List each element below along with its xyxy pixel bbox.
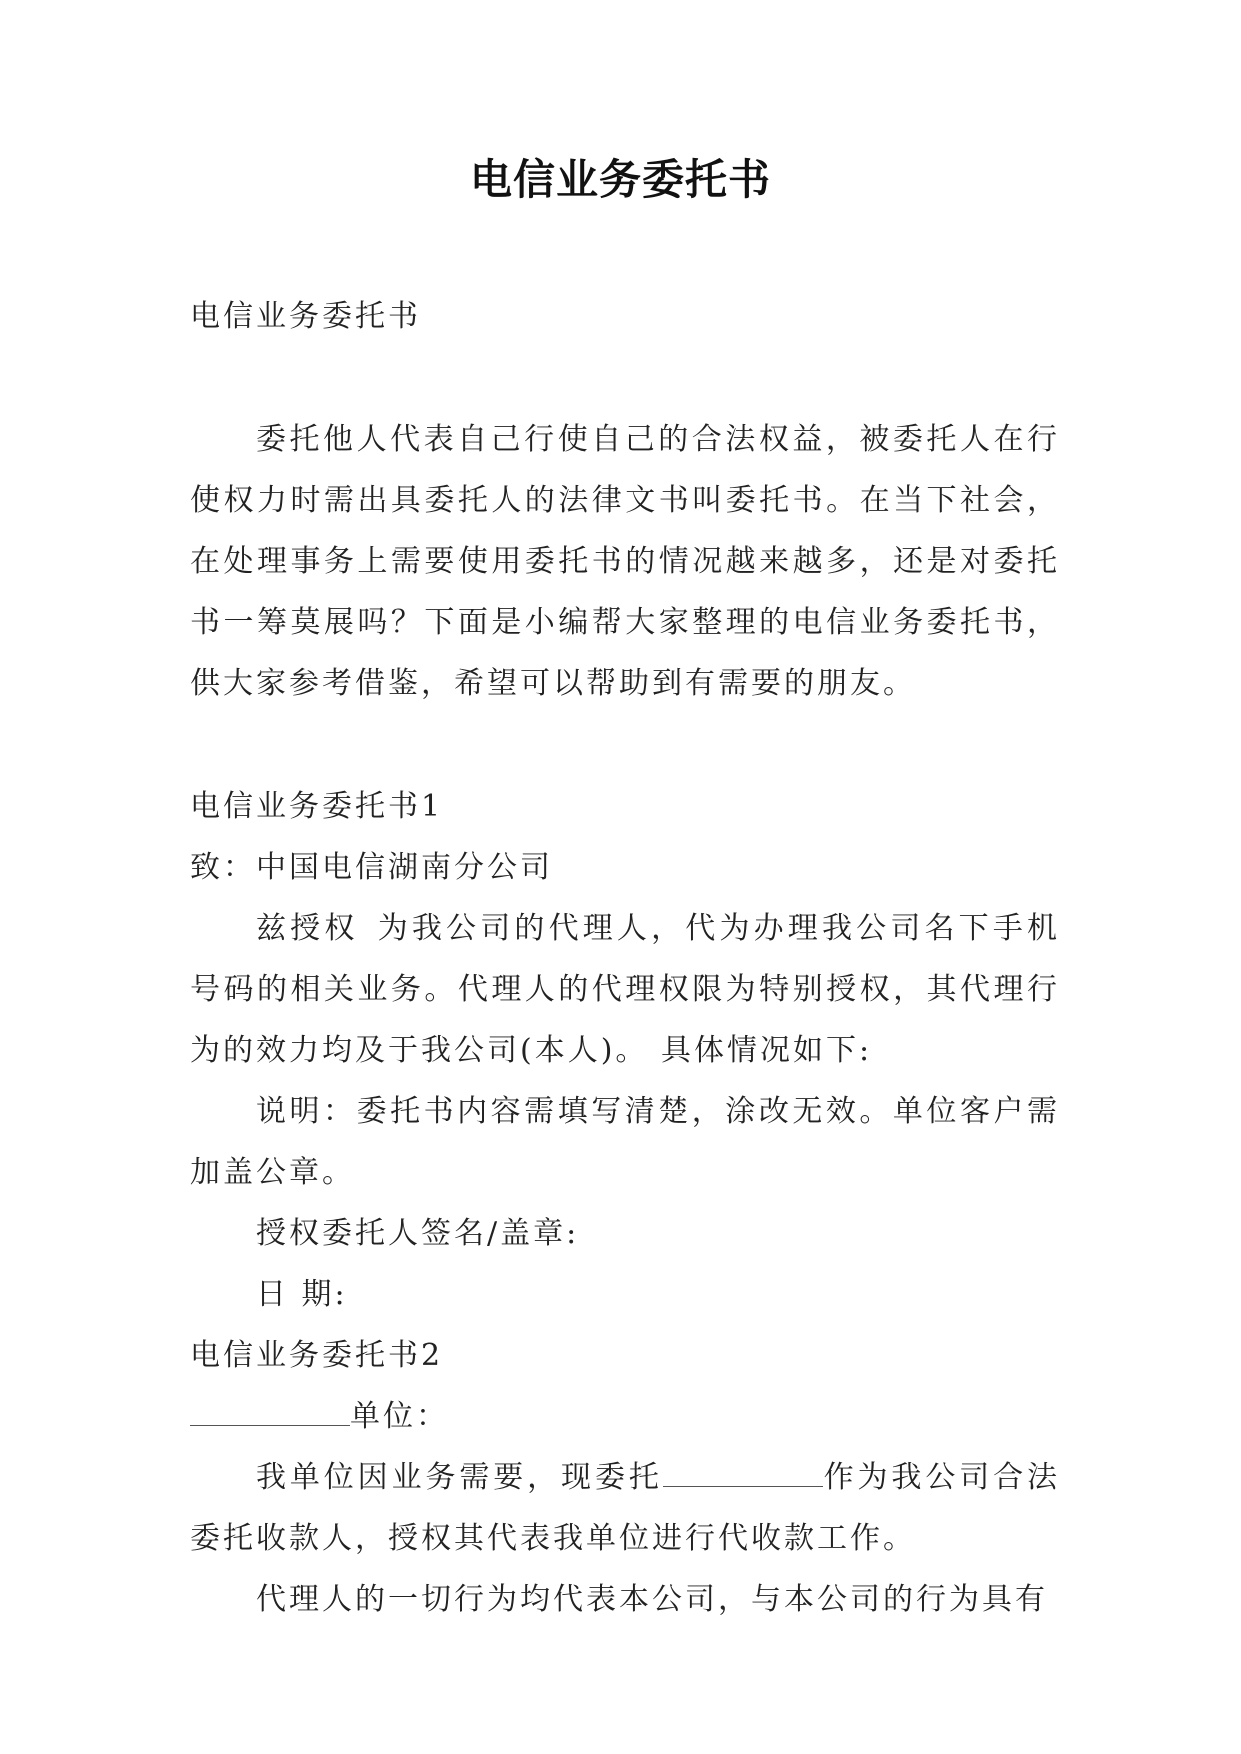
auth-part1: 兹授权 <box>256 911 359 946</box>
para1-part1: 我单位因业务需要，现委托 <box>256 1460 663 1495</box>
auth-part2: 为我公司的代理人，代为办理我公司名下手机号码的相关业务。代理人的代理权限为特别授权，其代理行为的效力均及于我公司(本人)。 具体情况如下: <box>190 911 1061 1068</box>
document-body <box>190 286 1060 1630</box>
para1-part2: 作为我公司合法委托收款人，授权其代表我单位进行代收款工作。 <box>190 1460 1061 1556</box>
unit-suffix: 单位： <box>350 1399 449 1434</box>
section2-paragraph2: 代理人的一切行为均代表本公司，与本公司的行为具有 <box>256 1582 1048 1617</box>
section1-heading: 电信业务委托书1 <box>190 789 444 824</box>
section1-signature: 授权委托人签名/盖章: <box>256 1216 580 1251</box>
section1-authorization <box>190 898 1060 1081</box>
subtitle: 电信业务委托书 <box>190 299 421 334</box>
unit-blank <box>190 1399 350 1426</box>
intro-paragraph: 委托他人代表自己行使自己的合法权益，被委托人在行使权力时需出具委托人的法律文书叫委托书。在当下社会，在处理事务上需要使用委托书的情况越来越多，还是对委托书一筹莫展吗？下面是小编帮大家整理的电信业务委托书，供大家参考借鉴，希望可以帮助到有需要的朋友。 <box>190 422 1060 701</box>
section2-paragraph1 <box>190 1447 1060 1569</box>
section2-heading: 电信业务委托书2 <box>190 1338 444 1373</box>
payee-blank <box>663 1460 823 1487</box>
section1-date: 日 期: <box>256 1277 348 1312</box>
document-title: 电信业务委托书 <box>469 155 771 204</box>
section2-unit-line <box>190 1386 1060 1447</box>
section1-recipient: 致：中国电信湖南分公司 <box>190 850 553 885</box>
section1-note: 说明：委托书内容需填写清楚，涂改无效。单位客户需加盖公章。 <box>190 1094 1060 1190</box>
